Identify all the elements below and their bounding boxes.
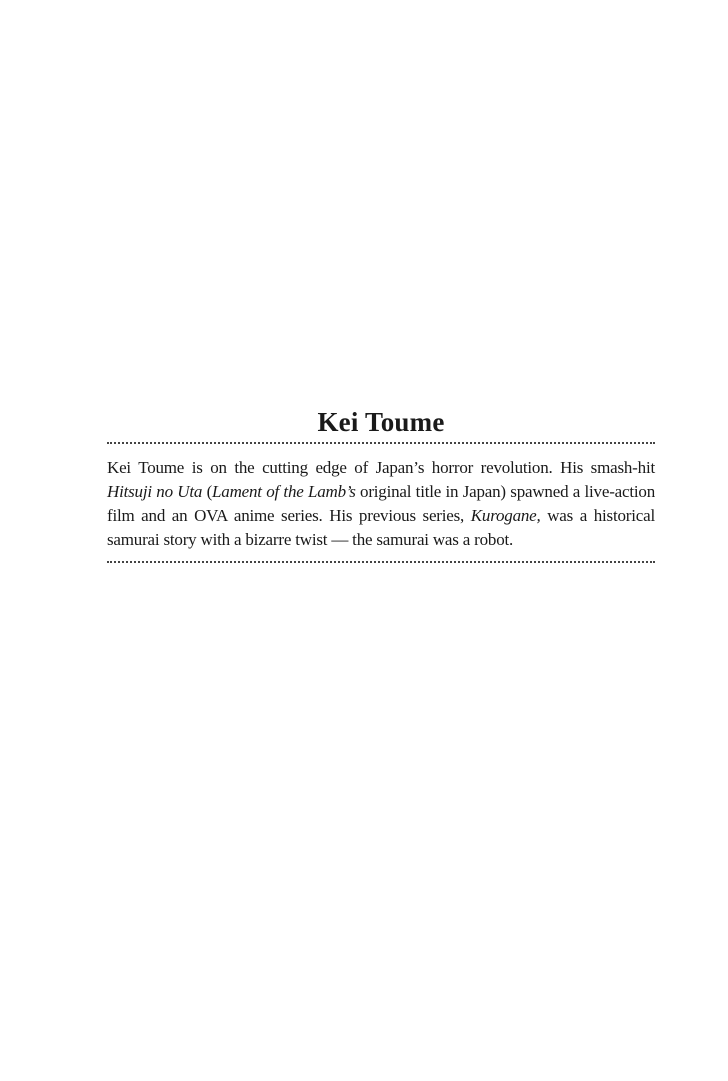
bio-text-part-1: Kei Toume is on the cutting edge of Japan’s horror revolution. His smash-hit: [107, 458, 655, 477]
author-bio-paragraph: [107, 456, 655, 552]
author-name-heading: Kei Toume: [317, 407, 445, 437]
bottom-dotted-divider: [107, 561, 655, 563]
bio-text-part-3: original title in Japan) spawned a live-action film and an OVA anime series. His previous series,: [107, 482, 655, 525]
top-dotted-divider: [107, 442, 655, 444]
author-bio-section: [107, 404, 655, 563]
bio-text-part-4: was a historical samurai story with a bizarre twist — the samurai was a robot.: [107, 506, 655, 549]
bio-title-kurogane: Kurogane,: [470, 506, 541, 525]
bio-text-part-2: (: [202, 482, 213, 501]
bio-title-lament-of-the-lamb: Lament of the Lamb’s: [212, 482, 356, 501]
bio-title-hitsuji-no-uta: Hitsuji no Uta: [107, 482, 203, 501]
